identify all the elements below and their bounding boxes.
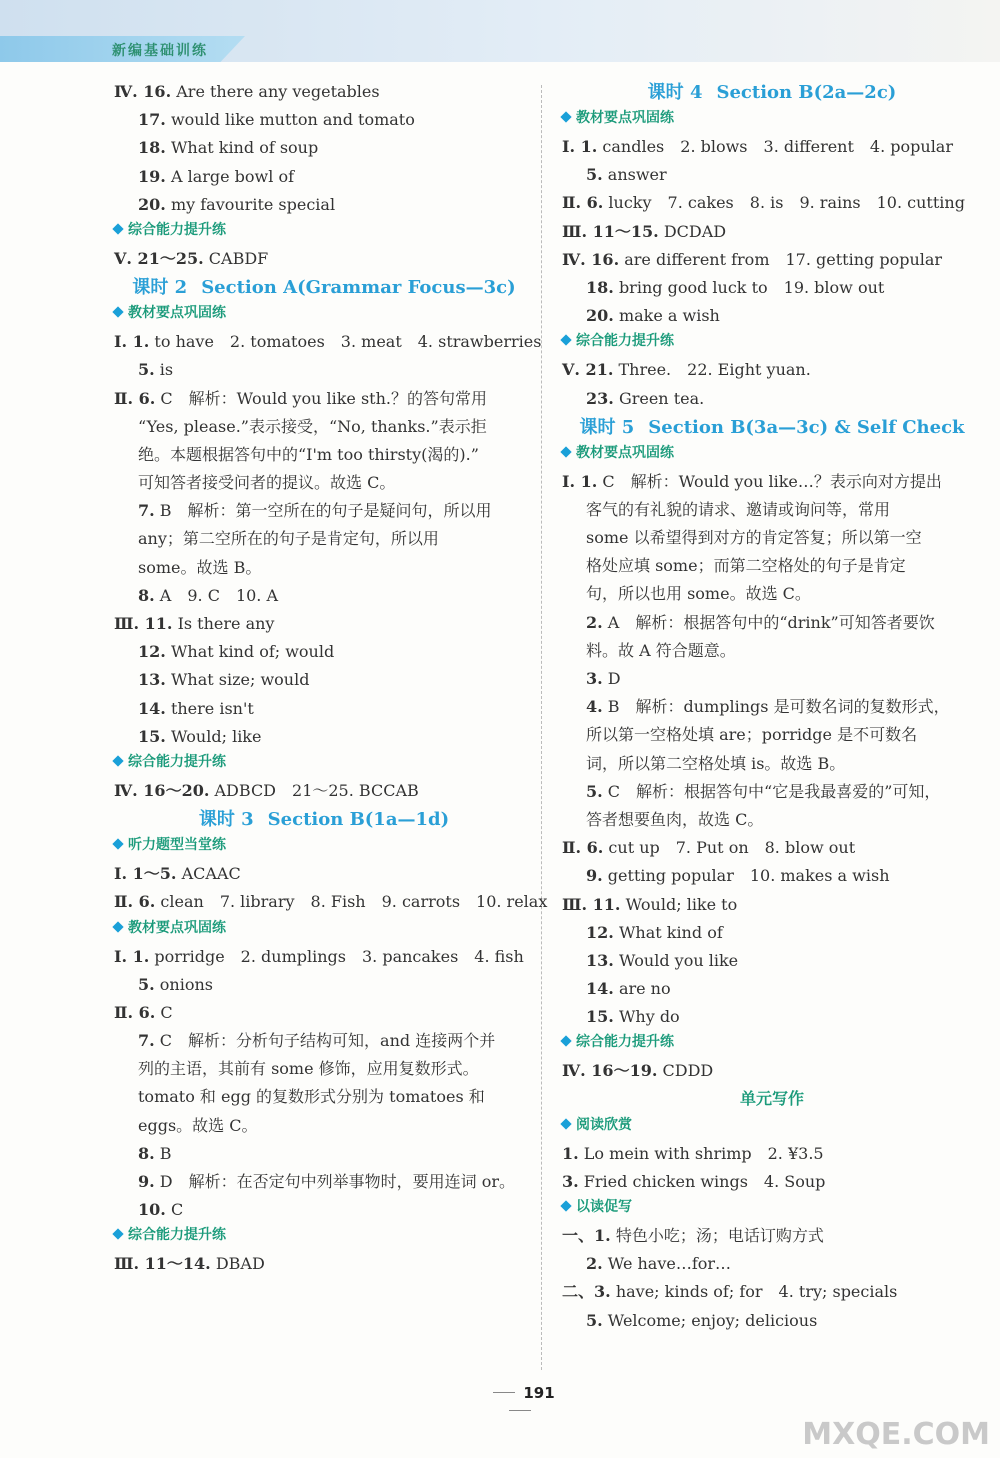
exercise-heading: 综合能力提升练 bbox=[562, 330, 982, 356]
answer-line bbox=[562, 1140, 982, 1168]
answer-text: B 解析：第一空所在的句子是疑问句，所以用 bbox=[159, 501, 492, 521]
answer-text: make a wish bbox=[618, 306, 720, 326]
answer-line bbox=[114, 413, 534, 441]
answer-text: D 解析：在否定句中列举事物时，要用连词 or。 bbox=[159, 1172, 515, 1191]
answer-line bbox=[562, 385, 982, 413]
question-number: Ⅳ. 16～20. bbox=[114, 780, 210, 800]
watermark: MXQE.COM bbox=[802, 1417, 990, 1452]
answer-text: is bbox=[159, 360, 174, 380]
answer-line bbox=[114, 1140, 534, 1168]
answer-line bbox=[114, 356, 534, 384]
answer-text: cut up 7. Put on 8. blow out bbox=[608, 838, 856, 858]
answer-text: ADBCD 21～25. BCCAB bbox=[214, 780, 419, 800]
lesson-number: 课时 4 bbox=[647, 82, 703, 103]
answer-line bbox=[114, 385, 534, 413]
answer-line bbox=[562, 778, 982, 806]
answer-text: Are there any vegetables bbox=[176, 82, 380, 101]
question-number: Ⅰ. 1. bbox=[114, 332, 150, 352]
answer-text: getting popular 10. makes a wish bbox=[607, 866, 890, 886]
question-number: Ⅴ. 21～25. bbox=[114, 248, 204, 268]
answer-line bbox=[562, 274, 982, 302]
section-name: Section B(1a—1d) bbox=[267, 809, 450, 831]
answer-line bbox=[562, 524, 982, 552]
answer-text: CABDF bbox=[208, 248, 269, 268]
question-number: 19. bbox=[138, 166, 166, 186]
answer-text: some 以希望得到对方的肯定答复；所以第一空 bbox=[586, 528, 922, 548]
answer-text: DCDAD bbox=[663, 221, 727, 241]
question-number: 5. bbox=[586, 1310, 603, 1330]
answer-text: D bbox=[607, 669, 621, 688]
answer-line bbox=[562, 552, 982, 580]
question-number: Ⅲ. 11. bbox=[114, 614, 173, 633]
answer-line bbox=[114, 497, 534, 525]
answer-line bbox=[114, 888, 548, 916]
answer-text: C bbox=[170, 1200, 184, 1220]
exercise-heading: 以读促写 bbox=[562, 1196, 982, 1222]
answer-text: ACAAC bbox=[181, 864, 241, 884]
answer-text: C 解析：分析句子结构可知，and 连接两个并 bbox=[159, 1031, 496, 1051]
right-column bbox=[562, 78, 982, 1335]
question-number: 15. bbox=[138, 726, 166, 746]
answer-line bbox=[114, 245, 534, 273]
answer-text: any；第二空所在的句子是肯定句，所以用 bbox=[138, 529, 439, 549]
question-number: 4. bbox=[586, 697, 603, 717]
diamond-icon bbox=[560, 111, 571, 122]
diamond-icon bbox=[112, 921, 123, 932]
page-number: 191 bbox=[470, 1384, 570, 1420]
left-column bbox=[114, 78, 548, 1279]
answer-line bbox=[562, 189, 982, 217]
question-number: Ⅱ. 6. bbox=[114, 388, 156, 408]
answer-line bbox=[114, 469, 534, 497]
answer-text: bring good luck to 19. blow out bbox=[618, 277, 885, 297]
lesson-title bbox=[562, 413, 982, 442]
answer-text: DBAD bbox=[215, 1254, 265, 1274]
diamond-icon bbox=[560, 1036, 571, 1047]
question-number: Ⅱ. 6. bbox=[114, 1002, 156, 1022]
diamond-icon bbox=[112, 1229, 123, 1240]
answer-line bbox=[562, 1250, 982, 1278]
answer-line bbox=[114, 666, 534, 694]
question-number: Ⅲ. 11. bbox=[562, 894, 621, 914]
answer-text: clean 7. library 8. Fish 9. carrots 10. relax bbox=[160, 892, 548, 912]
answer-line bbox=[114, 134, 534, 162]
question-number: 9. bbox=[138, 1172, 155, 1191]
answer-line bbox=[562, 1168, 982, 1196]
answer-text: What size; would bbox=[170, 670, 310, 690]
answer-line bbox=[562, 721, 982, 749]
answer-text: A large bowl of bbox=[170, 166, 295, 186]
answer-line bbox=[114, 1196, 534, 1224]
answer-text: Would; like bbox=[170, 726, 262, 746]
question-number: 10. bbox=[138, 1200, 166, 1220]
answer-text: 客气的有礼貌的请求、邀请或询问等，常用 bbox=[586, 499, 891, 519]
answer-line bbox=[562, 862, 982, 890]
answer-text: What kind of soup bbox=[170, 138, 319, 158]
exercise-heading: 听力题型当堂练 bbox=[114, 834, 534, 860]
answer-text: 特色小吃；汤；电话订购方式 bbox=[615, 1226, 824, 1245]
question-number: 15. bbox=[586, 1007, 614, 1027]
answer-line bbox=[114, 106, 534, 134]
answer-text: CDDD bbox=[662, 1061, 714, 1081]
diamond-icon bbox=[560, 446, 571, 457]
answer-text: Would you like bbox=[618, 950, 739, 970]
answer-line bbox=[562, 947, 982, 975]
answer-line bbox=[114, 638, 534, 666]
answer-line bbox=[562, 580, 982, 608]
answer-text: What kind of; would bbox=[170, 642, 335, 662]
diamond-icon bbox=[112, 838, 123, 849]
answer-text: answer bbox=[607, 165, 667, 185]
diamond-icon bbox=[560, 1118, 571, 1129]
question-number: Ⅴ. 21. bbox=[562, 360, 614, 380]
answer-text: are no bbox=[618, 979, 671, 999]
question-number: 3. bbox=[586, 669, 603, 688]
answer-text: “Yes, please.”表示接受，“No, thanks.”表示拒 bbox=[138, 416, 487, 436]
question-number: Ⅳ. 16. bbox=[562, 249, 620, 269]
question-number: 5. bbox=[138, 974, 155, 994]
lesson-title bbox=[114, 273, 534, 302]
answer-line bbox=[114, 1055, 534, 1083]
answer-text: What kind of bbox=[618, 922, 723, 942]
answer-text: 所以第一空格处填 are；porridge 是不可数名 bbox=[586, 725, 918, 745]
answer-text: Fried chicken wings 4. Soup bbox=[583, 1171, 826, 1191]
question-number: Ⅰ. 1. bbox=[562, 137, 598, 156]
answer-line bbox=[562, 133, 982, 161]
answer-line bbox=[562, 1003, 982, 1031]
answer-text: C 解析：Would you like sth.？的答句常用 bbox=[160, 388, 487, 408]
answer-text: some。故选 B。 bbox=[138, 557, 262, 577]
answer-text: 词，所以第二空格处填 is。故选 B。 bbox=[586, 753, 846, 773]
answer-text: B 解析：dumplings 是可数名词的复数形式， bbox=[607, 697, 950, 717]
answer-text: to have 2. tomatoes 3. meat 4. strawberries bbox=[154, 332, 542, 352]
question-number: 13. bbox=[586, 950, 614, 970]
question-number: 20. bbox=[586, 306, 614, 326]
answer-text: 料。故 A 符合题意。 bbox=[586, 640, 736, 660]
answer-line bbox=[562, 1222, 982, 1250]
question-number: Ⅳ. 16～19. bbox=[562, 1061, 658, 1081]
answer-line bbox=[114, 163, 534, 191]
answer-line bbox=[114, 1168, 534, 1196]
answer-line bbox=[562, 750, 982, 778]
answer-text: 可知答者接受问者的提议。故选 C。 bbox=[138, 473, 396, 493]
diamond-icon bbox=[112, 755, 123, 766]
question-number: 17. bbox=[138, 110, 166, 130]
answer-line bbox=[114, 78, 534, 106]
answer-line bbox=[562, 356, 982, 384]
answer-text: porridge 2. dumplings 3. pancakes 4. fish bbox=[154, 946, 524, 966]
question-number: Ⅰ. 1. bbox=[114, 946, 150, 966]
answer-line bbox=[114, 1250, 534, 1278]
answer-text: Lo mein with shrimp 2. ¥3.5 bbox=[583, 1143, 824, 1163]
exercise-heading: 综合能力提升练 bbox=[114, 1224, 534, 1250]
question-number: Ⅰ. 1. bbox=[562, 471, 598, 491]
lesson-title bbox=[114, 805, 534, 834]
question-number: 18. bbox=[138, 138, 166, 158]
answer-text: tomato 和 egg 的复数形式分别为 tomatoes 和 bbox=[138, 1087, 485, 1107]
answer-text: are different from 17. getting popular bbox=[624, 249, 943, 269]
question-number: Ⅲ. 11～14. bbox=[114, 1254, 211, 1274]
question-number: Ⅰ. 1～5. bbox=[114, 864, 177, 884]
answer-line bbox=[114, 328, 542, 356]
answer-line bbox=[114, 525, 534, 553]
answer-line bbox=[114, 1083, 534, 1111]
answer-line bbox=[114, 191, 534, 219]
writing-section-title: 单元写作 bbox=[739, 1088, 804, 1108]
answer-text: my favourite special bbox=[170, 194, 336, 214]
answer-line bbox=[562, 919, 982, 947]
answer-text: onions bbox=[159, 974, 213, 994]
lesson-number: 课时 2 bbox=[132, 277, 188, 299]
question-number: 12. bbox=[586, 922, 614, 942]
question-number: 5. bbox=[138, 360, 155, 380]
answer-text: C 解析：Would you like…？表示向对方提出 bbox=[602, 471, 942, 491]
question-number: 9. bbox=[586, 866, 603, 886]
answer-line bbox=[562, 891, 982, 919]
question-number: Ⅳ. 16. bbox=[114, 82, 172, 101]
answer-text: Green tea. bbox=[618, 388, 705, 408]
answer-text: would like mutton and tomato bbox=[170, 110, 415, 130]
question-number: Ⅱ. 6. bbox=[562, 838, 604, 858]
answer-text: We have…for… bbox=[607, 1254, 732, 1274]
column-divider bbox=[541, 85, 542, 1370]
answer-line bbox=[562, 693, 982, 721]
answer-line bbox=[114, 1112, 534, 1140]
question-number: 一、1. bbox=[562, 1226, 611, 1245]
question-number: 7. bbox=[138, 501, 155, 521]
question-number: 20. bbox=[138, 194, 166, 214]
answer-line bbox=[114, 554, 534, 582]
answer-text: 句，所以也用 some。故选 C。 bbox=[586, 584, 811, 604]
question-number: 23. bbox=[586, 388, 614, 408]
exercise-heading: 教材要点巩固练 bbox=[114, 302, 534, 328]
lesson-number: 课时 3 bbox=[198, 809, 254, 831]
question-number: 5. bbox=[586, 165, 603, 185]
answer-text: B bbox=[159, 1143, 172, 1163]
question-number: 8. bbox=[138, 1143, 155, 1163]
answer-text: Is there any bbox=[177, 614, 275, 633]
question-number: 13. bbox=[138, 670, 166, 690]
answer-line bbox=[114, 943, 534, 971]
answer-line bbox=[562, 975, 982, 1003]
section-name: Section B(2a—2c) bbox=[716, 82, 897, 103]
answer-text: 格处应填 some；而第二空格处的句子是肯定 bbox=[586, 556, 906, 576]
answer-line bbox=[114, 777, 534, 805]
diamond-icon bbox=[112, 306, 123, 317]
question-number: 二、3. bbox=[562, 1282, 611, 1302]
diamond-icon bbox=[560, 335, 571, 346]
question-number: Ⅱ. 6. bbox=[562, 193, 604, 213]
answer-line bbox=[114, 582, 534, 610]
answer-text: 绝。本题根据答句中的“I'm too thirsty(渴的).” bbox=[138, 444, 479, 464]
answer-text: candles 2. blows 3. different 4. popular bbox=[602, 137, 953, 156]
diamond-icon bbox=[560, 1200, 571, 1211]
exercise-heading: 教材要点巩固练 bbox=[562, 107, 982, 133]
section-name: Section B(3a—3c) & Self Check bbox=[648, 416, 965, 438]
answer-line bbox=[562, 468, 982, 496]
answer-line bbox=[562, 1307, 982, 1335]
question-number: 3. bbox=[562, 1171, 579, 1191]
answer-line bbox=[562, 637, 982, 665]
answer-line bbox=[562, 834, 982, 862]
lesson-title bbox=[562, 78, 982, 107]
lesson-number: 课时 5 bbox=[579, 416, 635, 438]
answer-line bbox=[562, 609, 982, 637]
question-number: Ⅲ. 11～15. bbox=[562, 221, 659, 241]
answer-line bbox=[562, 161, 982, 189]
answer-line bbox=[562, 496, 982, 524]
answer-text: eggs。故选 C。 bbox=[138, 1115, 258, 1135]
exercise-heading: 综合能力提升练 bbox=[562, 1031, 982, 1057]
exercise-heading: 教材要点巩固练 bbox=[114, 917, 534, 943]
answer-line bbox=[114, 610, 534, 638]
question-number: 14. bbox=[138, 698, 166, 718]
answer-line bbox=[562, 1278, 982, 1306]
answer-line bbox=[114, 441, 534, 469]
section-name: Section A(Grammar Focus—3c) bbox=[201, 277, 516, 299]
answer-line bbox=[114, 971, 534, 999]
answer-text: have; kinds of; for 4. try; specials bbox=[615, 1282, 898, 1302]
diamond-icon bbox=[112, 223, 123, 234]
answer-line bbox=[114, 860, 534, 888]
answer-line bbox=[562, 302, 982, 330]
question-number: 18. bbox=[586, 277, 614, 297]
answer-text: C bbox=[160, 1002, 173, 1022]
answer-text: Three. 22. Eight yuan. bbox=[618, 360, 811, 380]
answer-text: Why do bbox=[618, 1007, 680, 1027]
answer-text: Would; like to bbox=[625, 894, 738, 914]
question-number: 2. bbox=[586, 1254, 603, 1274]
question-number: 1. bbox=[562, 1143, 579, 1163]
question-number: 2. bbox=[586, 612, 603, 632]
question-number: Ⅱ. 6. bbox=[114, 892, 156, 912]
question-number: 14. bbox=[586, 979, 614, 999]
question-number: 5. bbox=[586, 781, 603, 801]
question-number: 12. bbox=[138, 642, 166, 662]
answer-text: A 9. C 10. A bbox=[159, 585, 279, 605]
answer-line bbox=[562, 246, 982, 274]
exercise-heading: 教材要点巩固练 bbox=[562, 442, 982, 468]
question-number: 7. bbox=[138, 1031, 155, 1051]
answer-line bbox=[114, 1027, 534, 1055]
answer-text: lucky 7. cakes 8. is 9. rains 10. cutting bbox=[608, 193, 965, 213]
answer-text: there isn't bbox=[170, 698, 254, 718]
answer-text: A 解析：根据答句中的“drink”可知答者要饮 bbox=[607, 612, 935, 632]
answer-line bbox=[114, 999, 534, 1027]
answer-text: 列的主语，其前有 some 修饰，应用复数形式。 bbox=[138, 1059, 479, 1079]
answer-line bbox=[562, 218, 982, 246]
exercise-heading: 阅读欣赏 bbox=[562, 1114, 982, 1140]
answer-text: C 解析：根据答句中“它是我最喜爱的”可知， bbox=[607, 781, 941, 801]
answer-line bbox=[114, 723, 534, 751]
exercise-heading: 综合能力提升练 bbox=[114, 751, 534, 777]
answer-line bbox=[114, 695, 534, 723]
answer-text: 答者想要鱼肉，故选 C。 bbox=[586, 809, 764, 829]
book-title: 新编基础训练 bbox=[112, 43, 208, 59]
answer-line bbox=[562, 1057, 982, 1085]
answer-text: Welcome; enjoy; delicious bbox=[607, 1310, 818, 1330]
answer-line bbox=[562, 665, 982, 693]
question-number: 8. bbox=[138, 585, 155, 605]
answer-line bbox=[562, 806, 982, 834]
exercise-heading: 综合能力提升练 bbox=[114, 219, 534, 245]
